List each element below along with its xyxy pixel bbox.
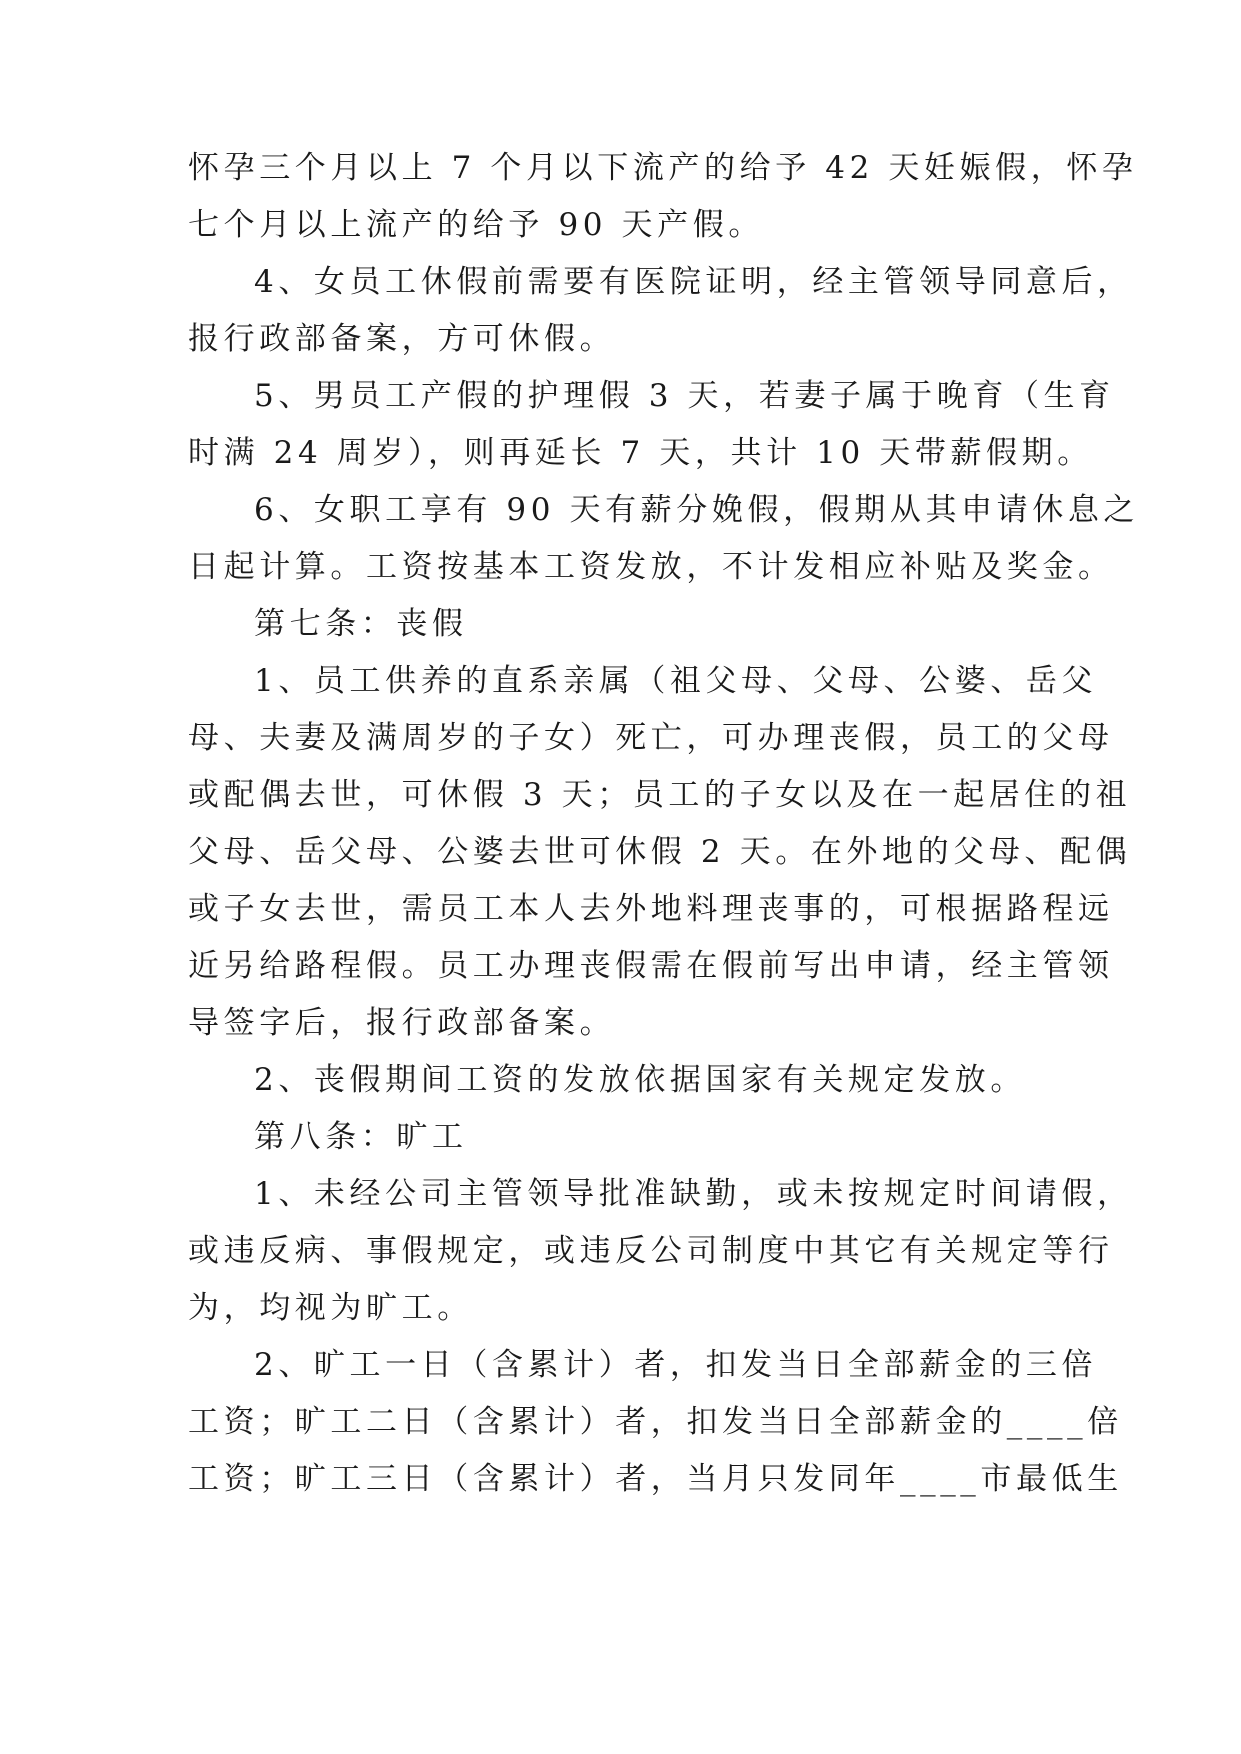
text-line: 母、夫妻及满周岁的子女）死亡，可办理丧假，员工的父母 xyxy=(188,720,1114,756)
text-line: 导签字后，报行政部备案。 xyxy=(188,1005,616,1041)
text-line: 或配偶去世，可休假 3 天；员工的子女以及在一起居住的祖 xyxy=(188,777,1132,813)
text-line: 时满 24 周岁），则再延长 7 天，共计 10 天带薪假期。 xyxy=(188,435,1093,471)
paragraph-4-line-1: 4、女员工休假前需要有医院证明，经主管领导同意后， xyxy=(254,264,1133,300)
text-line: 近另给路程假。员工办理丧假需在假前写出申请，经主管领 xyxy=(188,948,1114,984)
text-line: 怀孕三个月以上 7 个月以下流产的给予 42 天妊娠假，怀孕 xyxy=(188,150,1138,186)
article-8-item-1-line-1: 1、未经公司主管领导批准缺勤，或未按规定时间请假， xyxy=(254,1176,1133,1212)
section-heading-article-7: 第七条：丧假 xyxy=(254,606,468,642)
text-line: 报行政部备案，方可休假。 xyxy=(188,321,616,357)
text-line: 父母、岳父母、公婆去世可休假 2 天。在外地的父母、配偶 xyxy=(188,834,1132,870)
article-7-item-1-line-1: 1、员工供养的直系亲属（祖父母、父母、公婆、岳父 xyxy=(254,663,1098,699)
text-line: 日起计算。工资按基本工资发放，不计发相应补贴及奖金。 xyxy=(188,549,1114,585)
text-line: 七个月以上流产的给予 90 天产假。 xyxy=(188,207,764,243)
text-line: 工资；旷工二日（含累计）者，扣发当日全部薪金的____倍 xyxy=(188,1404,1123,1440)
paragraph-5-line-1: 5、男员工产假的护理假 3 天，若妻子属于晚育（生育 xyxy=(254,378,1115,414)
text-line: 为，均视为旷工。 xyxy=(188,1290,473,1326)
article-7-item-2: 2、丧假期间工资的发放依据国家有关规定发放。 xyxy=(254,1062,1026,1098)
text-line: 工资；旷工三日（含累计）者，当月只发同年____市最低生 xyxy=(188,1461,1123,1497)
text-line: 或子女去世，需员工本人去外地料理丧事的，可根据路程远 xyxy=(188,891,1114,927)
paragraph-6-line-1: 6、女职工享有 90 天有薪分娩假，假期从其申请休息之 xyxy=(254,492,1140,528)
article-8-item-2-line-1: 2、旷工一日（含累计）者，扣发当日全部薪金的三倍 xyxy=(254,1347,1098,1383)
text-line: 或违反病、事假规定，或违反公司制度中其它有关规定等行 xyxy=(188,1233,1114,1269)
section-heading-article-8: 第八条：旷工 xyxy=(254,1119,468,1155)
